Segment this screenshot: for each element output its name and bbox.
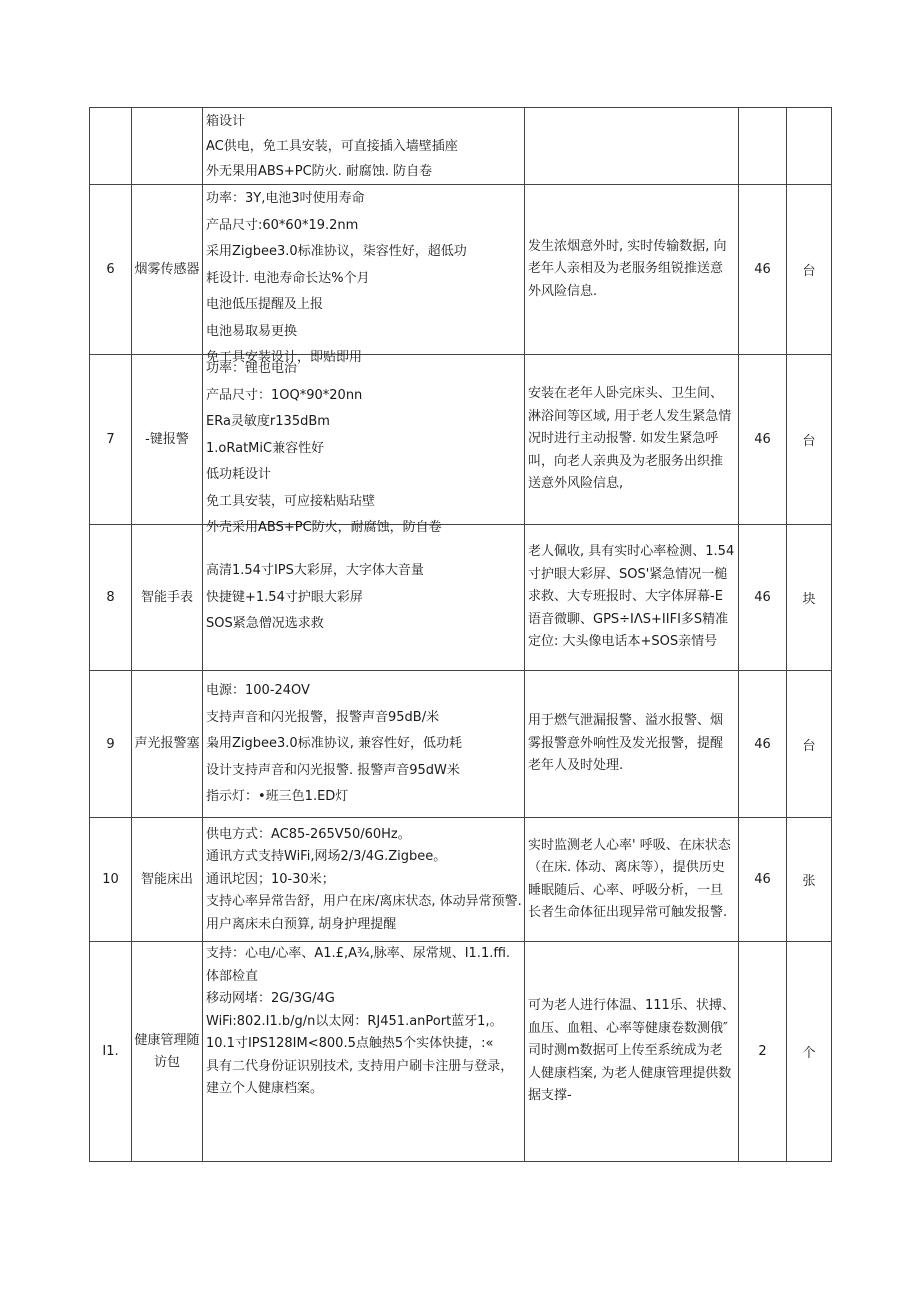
- text-line: 供电方式：AC85-265V50/60Hz。: [206, 826, 411, 842]
- text-line: 电池易取易更换: [206, 323, 298, 339]
- table-row: [90, 185, 832, 355]
- text-line: 外壳采用ABS+PC防火，耐腐蚀，防自卷: [206, 520, 442, 535]
- table-row: [90, 671, 832, 818]
- quantity-cell: 46: [739, 355, 787, 525]
- spec-cell: [203, 185, 525, 365]
- table-row: [90, 818, 832, 942]
- quantity-cell: 2: [739, 942, 787, 1162]
- unit-cell: 台: [787, 671, 832, 818]
- text-line: 用于燃气泄漏报警、溢水报警、烟雾报警意外响性及发光报警，提醒老年人及时处理.: [528, 713, 724, 774]
- text-line: 10.1寸IPS128IM<800.5点触热5个实体快捷，:«: [206, 1036, 494, 1051]
- device-name: 智能床出: [132, 818, 203, 942]
- text-line: 产品尺寸:60*60*19.2nm: [206, 217, 359, 233]
- text-line: 1.oRatMiC兼容性好: [206, 440, 325, 456]
- device-name: -键报警: [132, 355, 203, 525]
- text-line: 支持：心电/心率、A1.£,A¾,脉率、尿常规、I1.1.ffi.体部检直: [206, 946, 511, 984]
- quantity-cell: 46: [739, 525, 787, 671]
- table-body: [90, 108, 832, 1162]
- text-line: 通讯坨因；10-30米；: [206, 871, 335, 887]
- device-name: 烟雾传感器: [132, 185, 203, 355]
- text-line: 可为老人进行体温、111乐、状搏、血压、血粗、心率等健康卷数测俄″司时测m数据可上传至系统成为老人健康档案, 为老人健康管理提供数据支撑-: [528, 998, 735, 1104]
- unit-cell: 块: [787, 525, 832, 671]
- text-line: 功率：3Y,电池3吋使用寿命: [206, 191, 365, 206]
- unit-cell: 台: [787, 355, 832, 525]
- text-line: 采用Zigbee3.0标准协议，柒容性好，超低功: [206, 244, 467, 259]
- text-line: 移动网堵：2G/3G/4G: [206, 991, 335, 1006]
- function-cell: [525, 818, 739, 942]
- text-line: ERa灵敏度r135dBm: [206, 414, 330, 429]
- text-line: 箱设计: [206, 114, 246, 129]
- text-line: SOS紧急僧况选求救: [206, 616, 324, 632]
- row-number: [90, 108, 132, 185]
- row-number: I1.: [90, 942, 132, 1162]
- text-line: 快捷键+1.54寸护眼大彩屏: [206, 589, 363, 605]
- text-line: 具有二代身份证识别技术, 支持用户刷卡注册与登录，建立个人健康档案。: [206, 1058, 514, 1096]
- spec-cell: [203, 818, 525, 942]
- text-line: 电池低压提醒及上报: [206, 297, 324, 312]
- row-number: 8: [90, 525, 132, 671]
- unit-cell: 张: [787, 818, 832, 942]
- unit-cell: [787, 108, 832, 185]
- quantity-cell: 46: [739, 185, 787, 355]
- quantity-cell: 46: [739, 671, 787, 818]
- row-number: 7: [90, 355, 132, 525]
- table-row: [90, 525, 832, 671]
- unit-cell: 个: [787, 942, 832, 1162]
- device-name: [132, 108, 203, 185]
- text-line: 实时监测老人心率' 呼吸、在床状态（在床. 体动、离床等），提供历史睡眠随后、心率、呼吸分析，一旦长者生命体征出现异常可触发报警.: [528, 837, 731, 920]
- function-cell: [525, 942, 739, 1162]
- text-line: 低功耗设计: [206, 467, 272, 482]
- spec-cell: [203, 108, 525, 185]
- table-row: [90, 108, 832, 185]
- spec-cell: [203, 942, 525, 1162]
- function-cell: [525, 525, 739, 671]
- text-line: 耗设计. 电池寿命长达%个月: [206, 270, 370, 286]
- unit-cell: 台: [787, 185, 832, 355]
- text-line: WiFi:802.I1.b/g/n以太网：RJ451.anPort蓝牙1,。: [206, 1013, 503, 1029]
- text-line: 免工具安装，可应接粘贴玷壁: [206, 493, 376, 509]
- text-line: 老人佩收, 具有实时心率检测、1.54寸护眼大彩屏、SOS'紧急情况一槌求救、大专班报时、大字体屏幕-E语音微聊、GPS÷IΛS+IIFI多S精准定位: 大头像电话本+SOS亲情号: [528, 544, 735, 650]
- text-line: 产品尺寸：1OQ*90*20nn: [206, 387, 363, 403]
- row-number: 6: [90, 185, 132, 355]
- quantity-cell: 46: [739, 818, 787, 942]
- quantity-cell: [739, 108, 787, 185]
- function-cell: [525, 185, 739, 355]
- text-line: 支持声音和闪光报警，报警声音95dB/米: [206, 709, 440, 725]
- text-line: 通讯方式支持WiFi,网场2/3/4G.Zigbee。: [206, 849, 447, 865]
- function-cell: [525, 671, 739, 818]
- text-line: 免工具安装设计，即贴即用: [206, 350, 363, 365]
- device-name: 健康管理随访包: [132, 942, 203, 1162]
- text-line: 发生浓烟意外时, 实时传输数据, 向老年人亲相及为老服务组锐推送意外风险信息.: [528, 238, 727, 299]
- table-row: [90, 942, 832, 1162]
- row-number: 10: [90, 818, 132, 942]
- text-line: 指示灯：•班三色1.ED灯: [206, 789, 349, 805]
- device-name: 智能手表: [132, 525, 203, 671]
- function-cell: [525, 108, 739, 185]
- spec-cell: [203, 525, 525, 671]
- device-name: 声光报警塞: [132, 671, 203, 818]
- text-line: AC供电，免工具安装，可直接插入墙壁插座: [206, 139, 458, 154]
- spec-cell: [203, 355, 525, 535]
- row-number: 9: [90, 671, 132, 818]
- text-line: 电源：100-24OV: [206, 683, 310, 699]
- text-line: 支持心率异常告舒，用户在床/离床状态, 体动异常预警. 用户离床未白预算, 胡身护理提醒: [206, 894, 522, 932]
- table-row: [90, 355, 832, 525]
- equipment-spec-table: [89, 107, 832, 1162]
- text-line: 安装在老年人卧完床头、卫生间、淋浴间等区域, 用于老人发生紧急情况时进行主动报警. 如发生紧急呼叫，向老人亲典及为老服务出织推送意外风险信息,: [528, 386, 732, 492]
- text-line: 功率：锂也电治: [206, 361, 298, 376]
- text-line: 高清1.54寸IPS大彩屏，大字体大音量: [206, 563, 424, 579]
- text-line: 枭用Zigbee3.0标准协议, 兼容性好，低功耗: [206, 736, 462, 752]
- text-line: 设计支持声音和闪光报警. 报警声音95dW米: [206, 762, 460, 778]
- spec-cell: [203, 671, 525, 818]
- text-line: 外无果用ABS+PC防火. 耐腐蚀. 防自卷: [206, 164, 433, 179]
- function-cell: [525, 355, 739, 525]
